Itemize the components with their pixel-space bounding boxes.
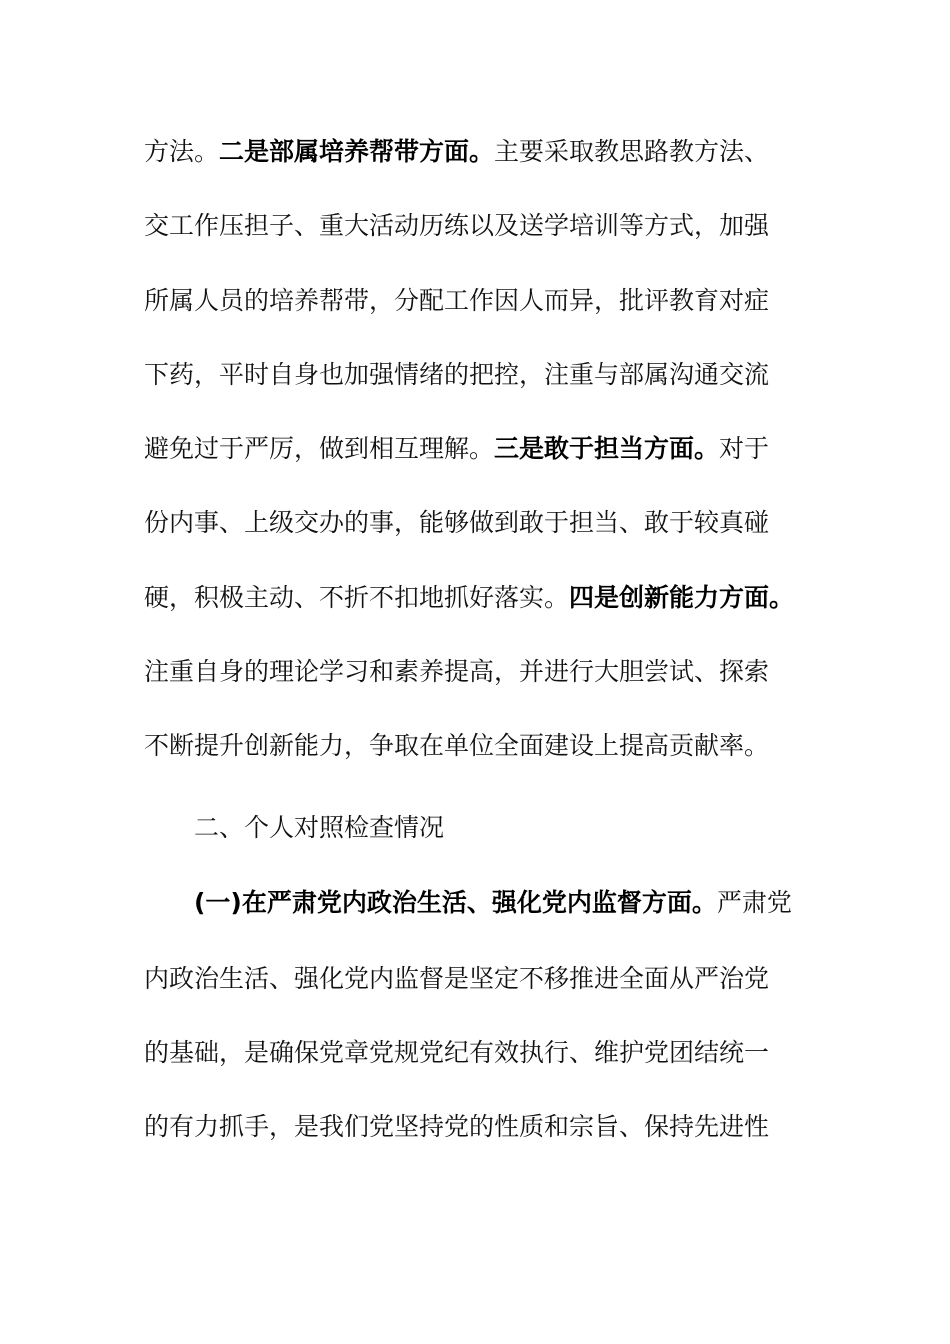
subsection-heading-line [194,883,894,923]
text-line-4 [144,355,844,395]
text-line-9 [144,726,844,766]
text-segment: 注重自身的理论学习和素养提高，并进行大胆尝试、探索 [144,657,770,686]
text-segment: 内政治生活、强化党内监督是坚定不移推进全面从严治党 [144,964,770,993]
text-line-6 [144,503,844,543]
text-segment: 所属人员的培养帮带，分配工作因人而异，批评教育对症 [144,286,770,315]
text-segment: 主要采取教思路教方法、 [494,137,770,166]
text-segment: 对于 [719,434,770,463]
bold-heading-segment: (一)在严肃党内政治生活、强化党内监督方面。 [194,888,717,917]
text-line-14 [144,1107,844,1147]
bold-heading-segment: 二是部属培养帮带方面。 [219,137,495,166]
text-segment: 方法。 [144,137,220,166]
text-segment: 严肃党 [716,888,792,917]
text-segment: 的有力抓手，是我们党坚持党的性质和宗旨、保持先进性 [144,1112,770,1141]
text-line-1 [144,132,844,172]
text-line-8 [144,652,844,692]
bold-heading-segment: 三是敢于担当方面。 [494,434,720,463]
text-segment: 硬，积极主动、不折不扣地抓好落实。 [144,583,570,612]
text-line-12 [144,959,844,999]
text-line-3 [144,281,844,321]
text-segment: 二、个人对照检查情况 [194,813,445,842]
bold-heading-segment: 四是创新能力方面。 [569,583,795,612]
text-segment: 交工作压担子、重大活动历练以及送学培训等方式，加强 [144,211,770,240]
text-line-5 [144,429,844,469]
text-segment: 份内事、上级交办的事，能够做到敢于担当、敢于较真碰 [144,508,770,537]
text-line-13 [144,1033,844,1073]
text-line-7 [144,578,844,618]
text-segment: 的基础，是确保党章党规党纪有效执行、维护党团结统一 [144,1038,770,1067]
text-segment: 避免过于严厉，做到相互理解。 [144,434,495,463]
text-line-2 [144,206,844,246]
section-heading [194,808,894,848]
text-segment: 不断提升创新能力，争取在单位全面建设上提高贡献率。 [144,731,770,760]
text-segment: 下药，平时自身也加强情绪的把控，注重与部属沟通交流 [144,360,770,389]
